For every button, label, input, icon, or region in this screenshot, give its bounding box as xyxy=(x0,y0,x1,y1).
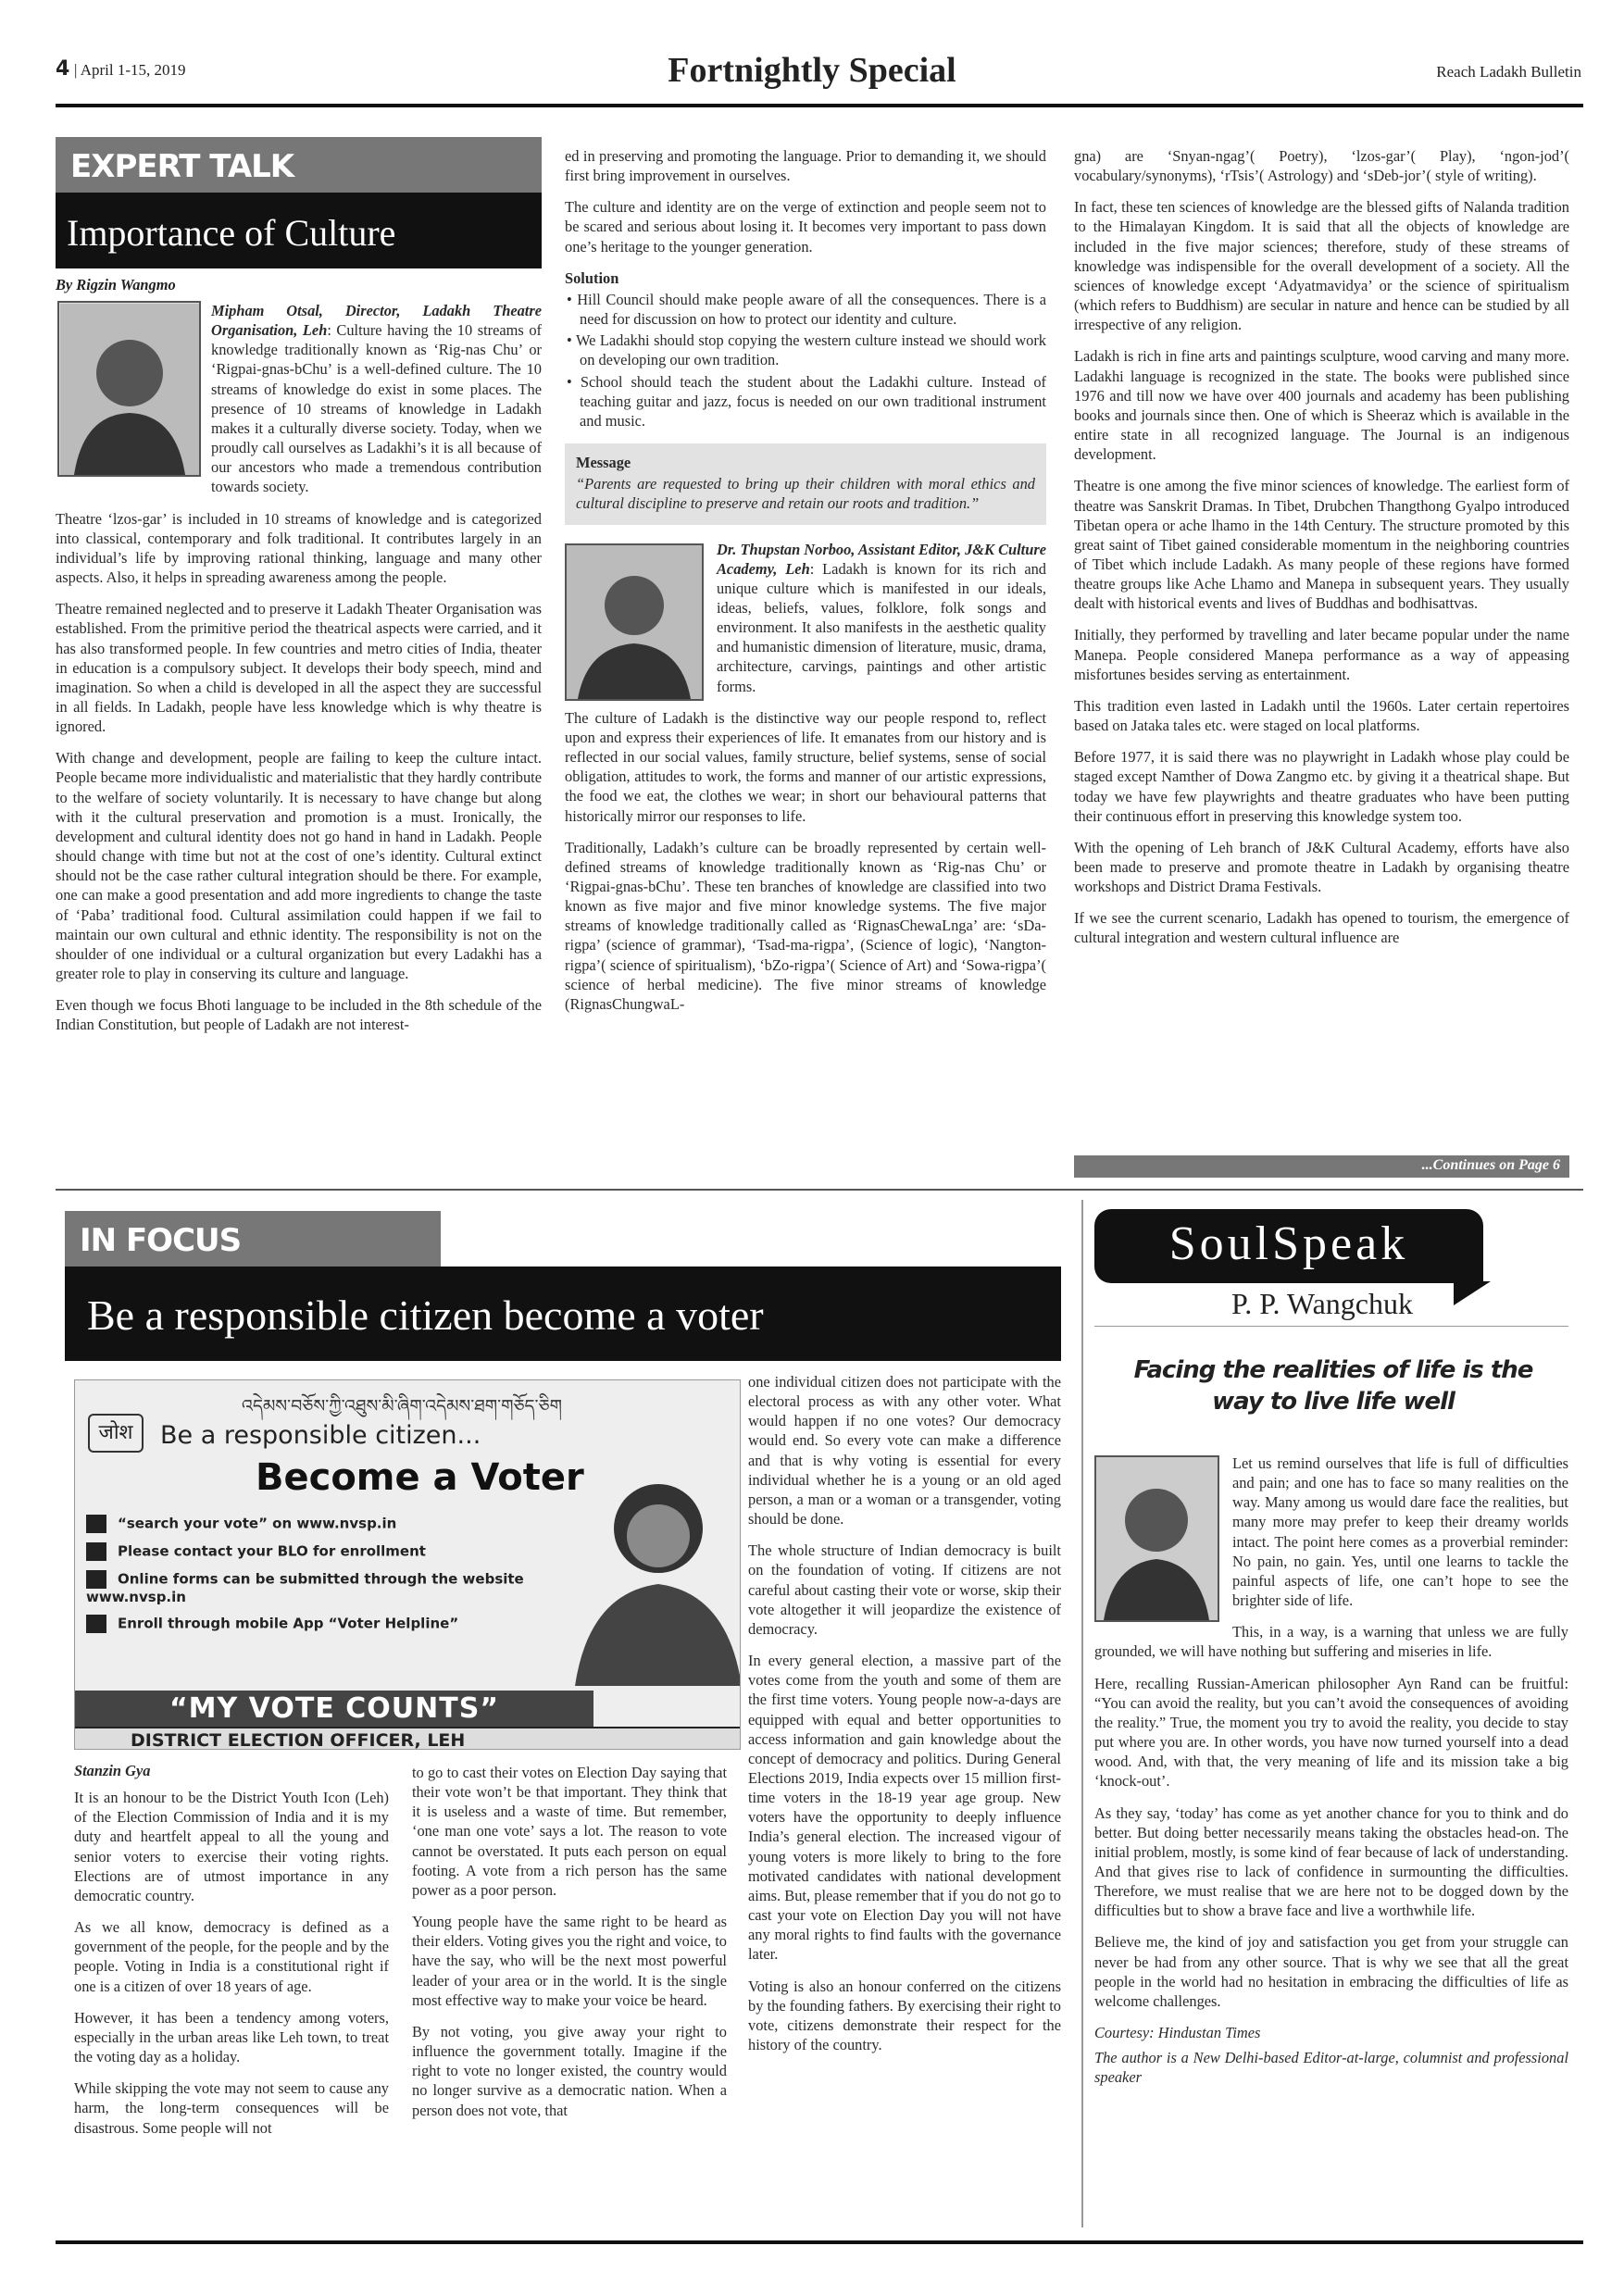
poster-slogan: “MY VOTE COUNTS” xyxy=(75,1691,593,1727)
expert-c3-para-1: gna) are ‘Snyan-ngag’( Poetry), ‘lzos-gar’( Play), ‘ngon-jod’( vocabulary/synonyms), ‘rTsis’( Astrology) and ‘sDeb-jor’( style of writing). xyxy=(1074,147,1569,185)
portrait-thupstan-norboo xyxy=(565,543,704,701)
expert-c2-para-3: : Ladakh is known for its rich and unique culture which is manifested in our ideals, ideas, beliefs, values, folklore, folk songs and environment. It also manifests in the aesthetic quality and humanistic dimension of literature, music, drama, architecture, carvings, paintings and other artistic forms. xyxy=(717,559,1047,695)
soulspeak-divider xyxy=(1081,1200,1083,2227)
focus-para-2: As we all know, democracy is defined as a government of the people, for the people and by the people. Voting in India is a constitutional right if one is a citizen of over 18 years of age. xyxy=(74,1918,389,1995)
focus-title: Be a responsible citizen become a voter xyxy=(65,1267,1061,1361)
soulspeak-para-2: This, in a way, is a warning that unless we are fully grounded, we will have nothing but suffering and miseries in life. xyxy=(1094,1623,1568,1661)
soulspeak-author-note: The author is a New Delhi-based Editor-at-large, columnist and professional speaker xyxy=(1094,2049,1568,2087)
solution-item-3: • School should teach the student about the Ladakhi culture. Instead of teaching guitar and jazz, focus is needed on our own traditional instrument and music. xyxy=(567,372,1046,430)
focus-para-7: By not voting, you give away your right to influence the government totally. Imagine if the right to vote no longer existed, the country would no longer survive as a democratic nation. When a person does not vote, that xyxy=(412,2022,727,2119)
expert-para-5: Even though we focus Bhoti language to be included in the 8th schedule of the Indian Constitution, but people of Ladakh are not interest- xyxy=(56,996,542,1034)
form-icon xyxy=(86,1570,106,1589)
expert-c2-para-5: Traditionally, Ladakh’s culture can be broadly represented by certain well-defined streams of knowledge traditionally known as ‘Rig-nas Chu’ or ‘Rigpai-gnas-bChu’. These ten branches of knowledge are classified into two known as five major and five minor knowledge systems. The five major streams of knowledge traditionally called as ‘RignasChewaLnga’ are: ‘sDa-rigpa’ (science of grammar), ‘Tsad-ma-rigpa’, (Science of logic), ‘Nangton-rigpa’( science of spiritualism), ‘bZo-rigpa’( Science of Art) and ‘Sowa-rigpa’( science of herbal medicine). The five minor streams of knowledge (RignasChungwaL- xyxy=(565,838,1046,1013)
focus-para-10: In every general election, a massive part of the votes come from the youth and some of them are the first time voters. Young people now-a-days are equipped with equal and better opportunities to access information and gain knowledge about the concept of democracy and politics. During General Elections 2019, India expects over 15 million first-time voters in the 18-19 year age group. New voters have the opportunity to deeply influence India’s general election. The increased vigour of young voters is more likely to bring to the fore motivated candidates with national development aims. But, please remember that if you do not go to cast your vote on Election Day you will not have any moral rights to find faults with the governance later. xyxy=(748,1652,1061,1964)
solution-heading: Solution xyxy=(565,268,619,287)
focus-para-9: The whole structure of Indian democracy is built on the foundation of voting. If citizens are not careful about casting their vote or worse, skip their vote altogether it will jeopardize the existence of democracy. xyxy=(748,1541,1061,1638)
speaker-name-1: Mipham Otsal, Director, Ladakh Theatre Organisation, Leh xyxy=(211,302,542,340)
expert-c3-para-5: Initially, they performed by travelling and later became popular under the name Manepa. People considered Manepa performance as a way of appeasing misfortunes besides serving as entertainment. xyxy=(1074,626,1569,683)
article-title: Importance of Culture xyxy=(56,193,542,268)
expert-column-1 xyxy=(56,301,542,1046)
header-rule xyxy=(56,104,1583,107)
focus-para-4: While skipping the vote may not seem to cause any harm, the long-term consequences will be disastrous. Some people will not xyxy=(74,2079,389,2137)
expert-c2-para-1: ed in preserving and promoting the language. Prior to demanding it, we should first bring improvement in ourselves. xyxy=(565,147,1046,185)
expert-c3-para-4: Theatre is one among the five minor sciences of knowledge. The earliest form of theatre was Sanskrit Dramas. In Tibet, Drubchen Thangthong Gyalpo introduced Tibetan opera or ache lhamo in the 14th Century. The structure promoted by this great saint of Tibet gained considerable momentum in the neighboring countries of Tibet which include Ladakh. As many people of these regions have formed theatre groups like Ache Lhamo and Manepa in subsequent years. They usually dealt with historical events and lives of Buddhas and bodhisattvas. xyxy=(1074,477,1569,613)
poster-instructions xyxy=(86,1515,531,1633)
article-byline: By Rigzin Wangmo xyxy=(56,276,176,293)
focus-column-1 xyxy=(74,1761,389,2150)
continues-label: ...Continues on Page 6 xyxy=(1074,1155,1569,1178)
expert-c3-para-2: In fact, these ten sciences of knowledge are the blessed gifts of Nalanda tradition to the Himalayan Kingdom. It is said that all the objects of knowledge are included in the five major sciences; therefore, study of these streams of knowledge was indispensible for the overall development of a society. All the sciences of knowledge except ‘Adyatmavidya’ or the science of spiritualism (which refers to Buddhism) are secular in nature and hence can be studied by all irrespective of any religion. xyxy=(1074,198,1569,334)
expert-c3-para-9: If we see the current scenario, Ladakh has opened to tourism, the emergence of cultural integration and western cultural influence are xyxy=(1074,909,1569,947)
expert-talk-tag: EXPERT TALK xyxy=(56,137,542,193)
portrait-pp-wangchuk xyxy=(1094,1455,1219,1622)
in-focus-tag: IN FOCUS xyxy=(65,1211,441,1267)
soulspeak-banner-tail xyxy=(1454,1281,1491,1305)
focus-para-5: to go to cast their votes on Election Day saying that their vote won’t be that important. They think that it is useless and a waste of time. But remember, ‘one man one vote’ says a lot. The reason to vote cannot be overstated. It puts each person on equal footing. A vote from a rich person has the same power as a poor person. xyxy=(412,1764,727,1899)
publication-name: Reach Ladakh Bulletin xyxy=(1436,63,1581,81)
expert-c3-para-3: Ladakh is rich in fine arts and paintings sculpture, wood carving and many more. Ladakhi language is recognized in the state. The books were published since 1976 and till now we have over 400 journals and academy has been publishing books and journals since then. One of which is Sheeraz which is available in the entire state in all recognized language. The Journal is an indigenous development. xyxy=(1074,347,1569,464)
soulspeak-headline: Facing the realities of life is the way to live life well xyxy=(1133,1356,1533,1416)
expert-c2-para-4: The culture of Ladakh is the distinctive way our people respond to, reflect upon and express their experiences of life. It emanates from our history and is reflected in our social values, family structure, belief systems, sense of social obligation, attitudes to work, the forms and manner of our artistic expressions, the food we eat, the clothes we wear; in short our behavioural patterns that historically mirror our responses to life. xyxy=(565,708,1046,825)
soulspeak-title: SoulSpeak xyxy=(1094,1209,1483,1283)
focus-byline: Stanzin Gya xyxy=(74,1762,151,1779)
soulspeak-rule xyxy=(1094,1326,1568,1327)
soulspeak-para-5: Believe me, the kind of joy and satisfaction you get from your struggle can never be had from any other source. That is why we see that all the great people in the world had no hesitation in embracing the difficulties of life as welcome challenges. xyxy=(1094,1933,1568,2010)
phone-icon xyxy=(86,1542,106,1561)
solution-item-1: • Hill Council should make people aware of all the consequences. There is a need for discussion on how to protect our identity and culture. xyxy=(567,290,1046,329)
expert-para-4: With change and development, people are failing to keep the culture intact. People became more individualistic and materialistic that they hardly contribute to the welfare of society voluntarily. It is necessary to have change but along with it the cultural preservation and promotion is a must. Ironically, the development and cultural identity does not go hand in hand in Ladakh. People should change with time but not at the cost of one’s identity. Cultural extinct should not be the case rather cultural integration should be there. For example, one can make a good presentation and add more ingredients to change the taste of ‘Paba’ traditional food. Cultural assimilation could happen if we fail to maintain our own cultural and ethnic identity. The responsibility is not on the shoulder of one individual or a cultural organization but every Ladakhi has a greater role to play in conserving its culture and language. xyxy=(56,749,542,982)
poster-instruction-4: Enroll through mobile App “Voter Helpline” xyxy=(118,1615,459,1632)
issue-date: | April 1-15, 2019 xyxy=(74,61,186,79)
soulspeak-body xyxy=(1094,1454,1568,2100)
poster-footer: DISTRICT ELECTION OFFICER, LEH xyxy=(75,1727,741,1750)
expert-para-2: Theatre ‘lzos-gar’ is included in 10 streams of knowledge and is categorized into classical, contemporary and folk traditional. It contributes largely in an individual’s life by improving rational thinking, language and many other aspects. Also, it helps in spreading awareness among the people. xyxy=(56,509,542,587)
section-title: Fortnightly Special xyxy=(668,51,956,90)
expert-para-3: Theatre remained neglected and to preserve it Ladakh Theater Organisation was established. From the primitive period the theatrical aspects were carried, and it has also transformed people. In few countries and metro cities of India, theater in education is a compulsory subject. It develops their body speech, mind and imagination. So when a child is developed in all the aspect they are successful in all fields. In Ladakh, people have less knowledge which is why theatre is ignored. xyxy=(56,600,542,736)
soulspeak-para-4: As they say, ‘today’ has come as yet another chance for you to think and do better. But doing better necessarily means taking the obstacles head-on. The initial problem, mostly, is some kind of fear because of lack of understanding. And that gives rise to lack of confidence in surmounting the difficulties. Therefore, we must realise that we are here not to be dogged down by the difficulties but to show a brave face and live a worthwhile life. xyxy=(1094,1803,1568,1920)
focus-para-1: It is an honour to be the District Youth Icon (Leh) of the Election Commission of India and it is my duty and heartfelt appeal to all the young and senior voters to exercise their voting rights. Elections are of utmost importance in any democratic country. xyxy=(74,1789,389,1904)
web-icon xyxy=(86,1515,106,1533)
poster-instruction-2: Please contact your BLO for enrollment xyxy=(118,1542,426,1560)
poster-tibetan-line: འདེམས་བཅོས་ཀྱི་འཐུས་མི་ཞིག་འདེམས་ཐག་གཅོད་ཅིག xyxy=(242,1396,562,1416)
mobile-icon xyxy=(86,1615,106,1633)
expert-para-1: : Culture having the 10 streams of knowledge traditionally known as ‘Rig-nas Chu’ or ‘Rigpai-gnas-bChu’ is a well-defined culture. The 10 streams of knowledge do exist in some places. The presence of 10 streams of knowledge in Ladakh makes it a culturally diverse society. Today, when we proudly call ourselves as Ladakhi’s it is all because of our ancestors who made a tremendous contribution towards society. xyxy=(211,321,542,496)
message-heading: Message xyxy=(576,454,631,472)
focus-para-6: Young people have the same right to be heard as their elders. Voting gives you the right and voice, to have the say, who will be the next most powerful leader of your area or in the world. It is the single most effective way to make your voice be heard. xyxy=(412,1913,727,2009)
expert-c3-para-7: Before 1977, it is said there was no playwright in Ladakh whose play could be staged except Namther of Dowa Zangmo etc. by giving it a theatrical shape. But today we have few playwrights and theatre graduates who have been putting their continuous effort in preserving this knowledge system too. xyxy=(1074,748,1569,825)
voter-poster xyxy=(74,1379,741,1750)
solution-item-2: • We Ladakhi should stop copying the western culture instead we should work on developing our own tradition. xyxy=(567,331,1046,369)
soulspeak-para-1: Let us remind ourselves that life is full of difficulties and pain; and one has to face so many realities on the way. Many among us would dare face the realities, but many more may prefer to keep their dreamy worlds intact. The point here comes as a proverbial reminder: No pain, no gain. Yes, until one learns to tackle the painful aspects of life, one can’t hope to see the brighter side of life. xyxy=(1232,1454,1568,1610)
page-number: 4 xyxy=(56,57,70,81)
soulspeak-para-3: Here, recalling Russian-American philosopher Ayn Rand can be fruitful: “You can avoid the reality, but you can’t avoid the consequences of avoiding the reality.” True, the moment you try to avoid the reality, you decide to stay put where you are. In other words, you have now turned yourself into a dead wood. And, with that, the very meaning of life and its mission take a big ‘knock-out’. xyxy=(1094,1674,1568,1791)
message-box xyxy=(565,443,1046,524)
poster-logo: जोश xyxy=(88,1414,144,1453)
message-quote: “Parents are requested to bring up their children with moral ethics and cultural discipline to preserve and retain our roots and tradition.” xyxy=(576,475,1035,513)
soulspeak-courtesy: Courtesy: Hindustan Times xyxy=(1094,2024,1261,2042)
focus-para-3: However, it has been a tendency among voters, especially in the urban areas like Leh town, to treat the voting day as a holiday. xyxy=(74,2008,389,2066)
poster-instruction-1: “search your vote” on www.nvsp.in xyxy=(118,1515,397,1532)
expert-column-2 xyxy=(565,146,1046,1026)
expert-column-3 xyxy=(1074,146,1569,960)
poster-line-2: Become a Voter xyxy=(256,1456,584,1499)
expert-c2-para-2: The culture and identity are on the verge of extinction and people seem not to be scared and serious about losing it. It becomes very important to pass down one’s heritage to the younger generation. xyxy=(565,198,1046,256)
soulspeak-author: P. P. Wangchuk xyxy=(1231,1287,1413,1320)
footer-rule xyxy=(56,2240,1583,2244)
section-divider xyxy=(56,1189,1583,1191)
poster-line-1: Be a responsible citizen... xyxy=(160,1421,481,1450)
focus-column-2 xyxy=(412,1763,727,2132)
poster-portrait xyxy=(556,1445,741,1686)
poster-instruction-3: Online forms can be submitted through the website www.nvsp.in xyxy=(86,1570,524,1605)
expert-c3-para-8: With the opening of Leh branch of J&K Cultural Academy, efforts have also been made to preserve and promote theatre in Ladakh by organising theatre workshops and District Drama Festivals. xyxy=(1074,838,1569,896)
focus-column-3 xyxy=(748,1372,1061,2066)
focus-para-11: Voting is also an honour conferred on the citizens by the founding fathers. By exercising their right to vote, citizens demonstrate their respect for the history of the country. xyxy=(748,1977,1061,2053)
speaker-name-2: Dr. Thupstan Norboo, Assistant Editor, J&K Culture Academy, Leh xyxy=(717,540,1047,578)
focus-para-8: one individual citizen does not participate with the electoral process as with any other voter. What would happen if no one votes? Our democracy would end. So every vote can make a difference and that is why voting is essential for every individual whether he is a young or an old aged person, a man or a woman or a transgender, voting should be done. xyxy=(748,1373,1061,1529)
expert-c3-para-6: This tradition even lasted in Ladakh until the 1960s. Later certain repertoires based on Jataka tales etc. were staged on local platforms. xyxy=(1074,696,1569,735)
